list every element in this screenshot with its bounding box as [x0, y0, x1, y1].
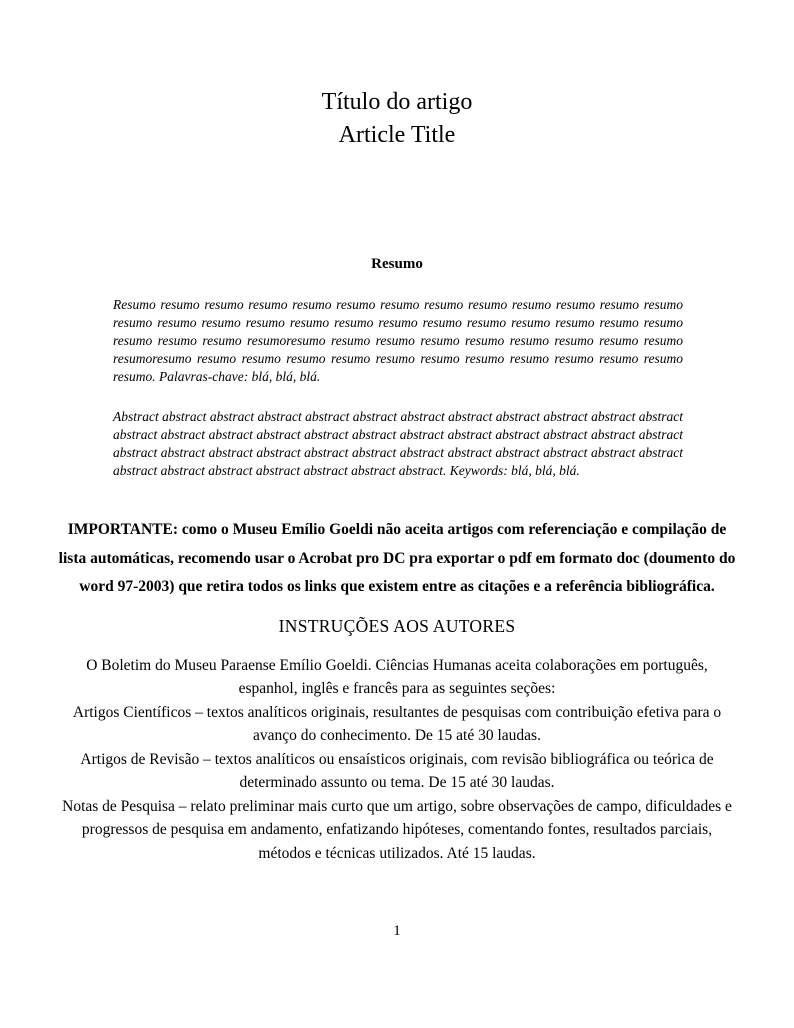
resumo-heading: Resumo — [371, 256, 423, 272]
instructions-heading: INSTRUÇÕES AOS AUTORES — [278, 615, 516, 636]
important-notice: IMPORTANTE: como o Museu Emílio Goeldi não aceita artigos com referenciação e compilação de lista automáticas, recomendo usar o Acrobat pro DC pra exportar o pdf em formato doc (doumento do word 97-2003) que retira todos os links que existem entre as citações e a referência bibliográfica. — [58, 521, 736, 596]
article-title-en: Article Title — [338, 122, 456, 148]
instruction-paragraph-boletim: O Boletim do Museu Paraense Emílio Goeldi. Ciências Humanas aceita colaborações em português, espanhol, inglês e francês para as seguintes seções: — [86, 656, 708, 698]
instruction-paragraph-artigos-revisao: Artigos de Revisão – textos analíticos ou ensaísticos originais, com revisão bibliográfica ou teórica de determinado assunto ou tema. De 15 até 30 laudas. — [80, 750, 714, 792]
instruction-paragraph-artigos-cientificos: Artigos Científicos – textos analíticos originais, resultantes de pesquisas com contribuição efetiva para o avanço do conhecimento. De 15 até 30 laudas. — [72, 703, 722, 745]
instruction-paragraph-notas-pesquisa: Notas de Pesquisa – relato preliminar mais curto que um artigo, sobre observações de campo, dificuldades e progressos de pesquisa em andamento, enfatizando hipóteses, comentando fontes, resultados parciais, métodos e técnicas utilizados. Até 15 laudas. — [62, 797, 732, 862]
article-title-block — [0, 0, 794, 152]
page-number: 1 — [393, 923, 401, 939]
abstract-text: Abstract abstract abstract abstract abstract abstract abstract abstract abstract abstract abstract abstract abstract abstract abstract abstract abstract abstract abstract abstract abstract abstract abstract abstract abstract abstract abstract abstract abstract abstract abstract abstract abstract abstract abstract abstract abstract abstract abstract abstract abstract abstract abstract. — [113, 409, 683, 478]
keywords: Keywords: blá, blá, blá. — [449, 463, 580, 478]
resumo-text: Resumo resumo resumo resumo resumo resumo resumo resumo resumo resumo resumo resumo resumo resumo resumo resumo resumo resumo resumo resumo resumo resumo resumo resumo resumo resumo resumo resumo resumo resumoresumo resumo resumo resumo resumo resumo resumo resumo resumo resumoresumo resumo resumo resumo resumo resumo resumo resumo resumo resumo resumo resumo resumo. — [113, 297, 683, 384]
article-title-pt: Título do artigo — [321, 89, 473, 115]
abstract-paragraph — [113, 408, 683, 480]
resumo-paragraph — [113, 296, 683, 386]
palavras-chave: Palavras-chave: blá, blá, blá. — [159, 369, 321, 384]
instructions-body — [56, 654, 738, 866]
